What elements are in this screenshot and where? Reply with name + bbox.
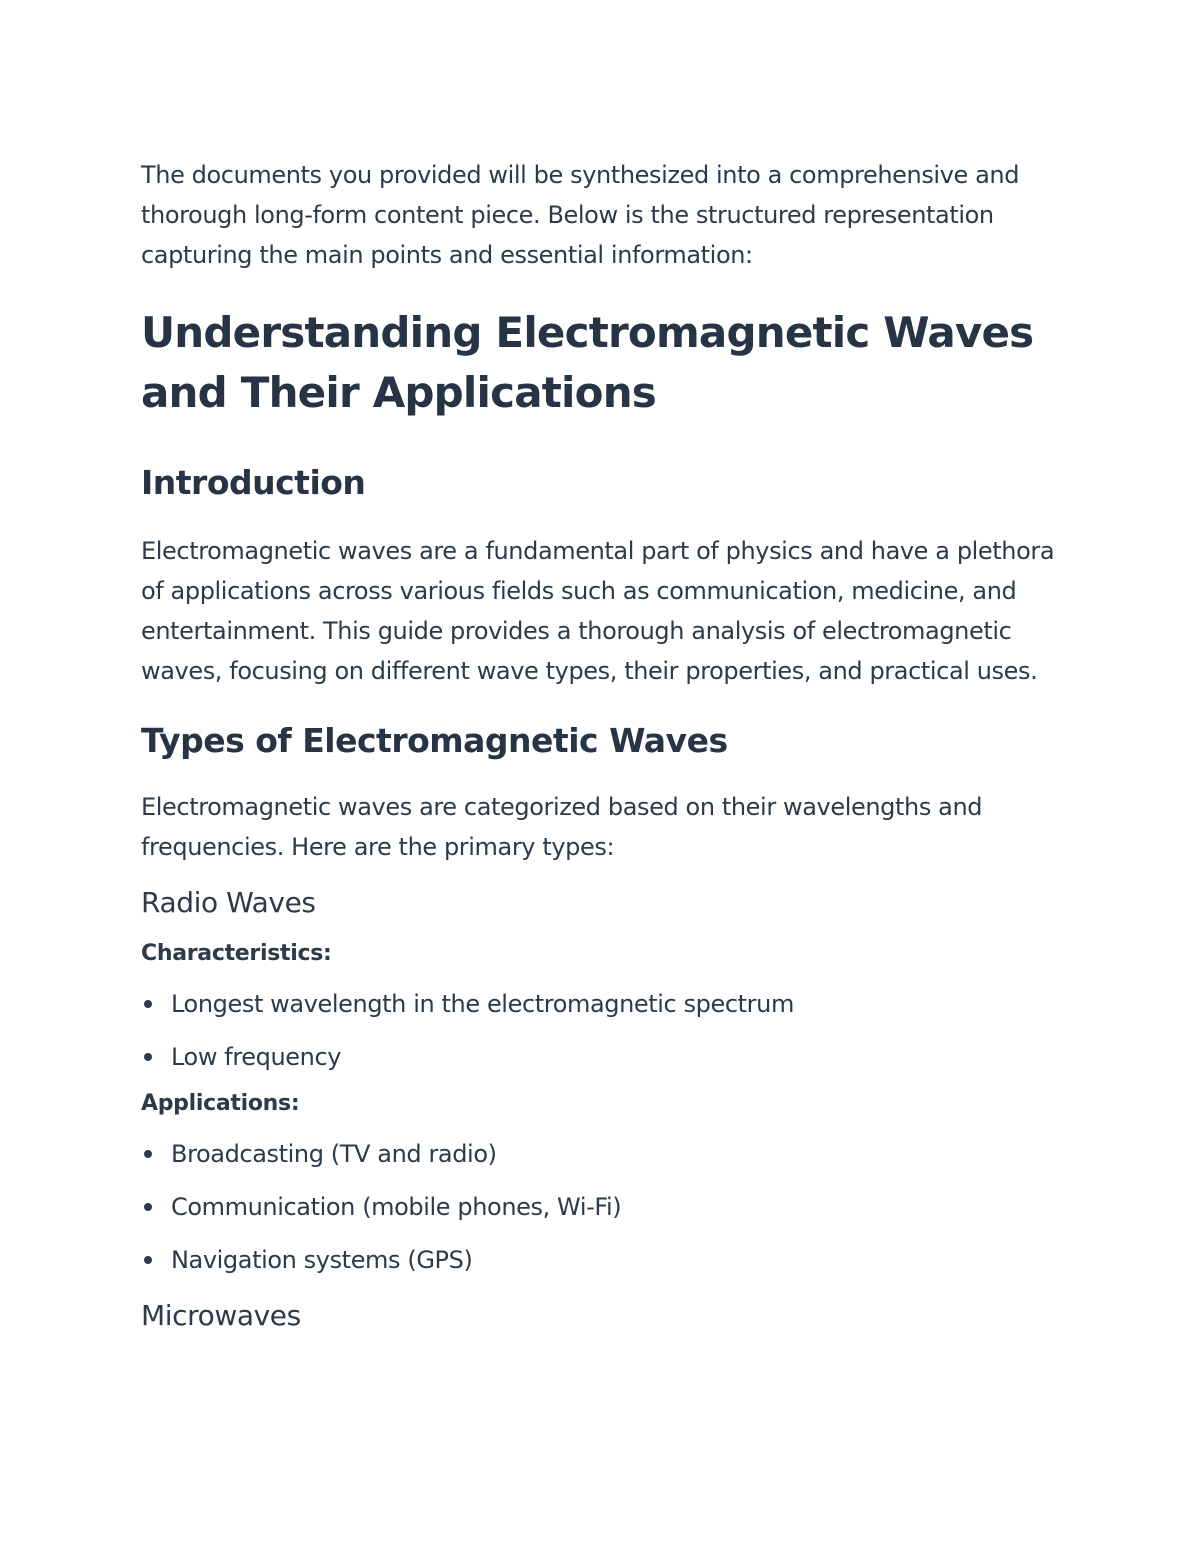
intro-note: The documents you provided will be synthesized into a comprehensive and thorough long-form content piece. Below is the structured representation capturing the main points and essential information: (141, 161, 1020, 269)
document-page (141, 155, 1061, 1336)
bullet-icon (144, 1203, 152, 1211)
introduction-heading: Introduction (141, 463, 366, 502)
radio-waves-heading: Radio Waves (141, 886, 316, 919)
bullet-icon (144, 1053, 152, 1061)
types-heading: Types of Electromagnetic Waves (141, 721, 728, 760)
microwaves-heading: Microwaves (141, 1299, 301, 1332)
list-item (141, 1037, 1061, 1077)
list-item-text: Navigation systems (GPS) (171, 1246, 473, 1274)
types-paragraph: Electromagnetic waves are categorized based on their wavelengths and frequencies. Here are the primary types: (141, 793, 983, 861)
applications-list (141, 1134, 1061, 1280)
applications-label: Applications: (141, 1091, 300, 1116)
characteristics-list (141, 984, 1061, 1077)
list-item-text: Communication (mobile phones, Wi-Fi) (171, 1193, 622, 1221)
list-item (141, 1134, 1061, 1174)
list-item (141, 1240, 1061, 1280)
document-title: Understanding Electromagnetic Waves and Their Applications (141, 308, 1034, 417)
characteristics-label: Characteristics: (141, 941, 332, 966)
list-item-text: Low frequency (171, 1043, 342, 1071)
bullet-icon (144, 1150, 152, 1158)
list-item (141, 984, 1061, 1024)
bullet-icon (144, 1256, 152, 1264)
introduction-paragraph: Electromagnetic waves are a fundamental part of physics and have a plethora of applications across various fields such as communication, medicine, and entertainment. This guide provides a thorough analysis of electromagnetic waves, focusing on different wave types, their properties, and practical uses. (141, 537, 1055, 685)
list-item-text: Longest wavelength in the electromagnetic spectrum (171, 990, 794, 1018)
list-item (141, 1187, 1061, 1227)
list-item-text: Broadcasting (TV and radio) (171, 1140, 497, 1168)
bullet-icon (144, 1000, 152, 1008)
